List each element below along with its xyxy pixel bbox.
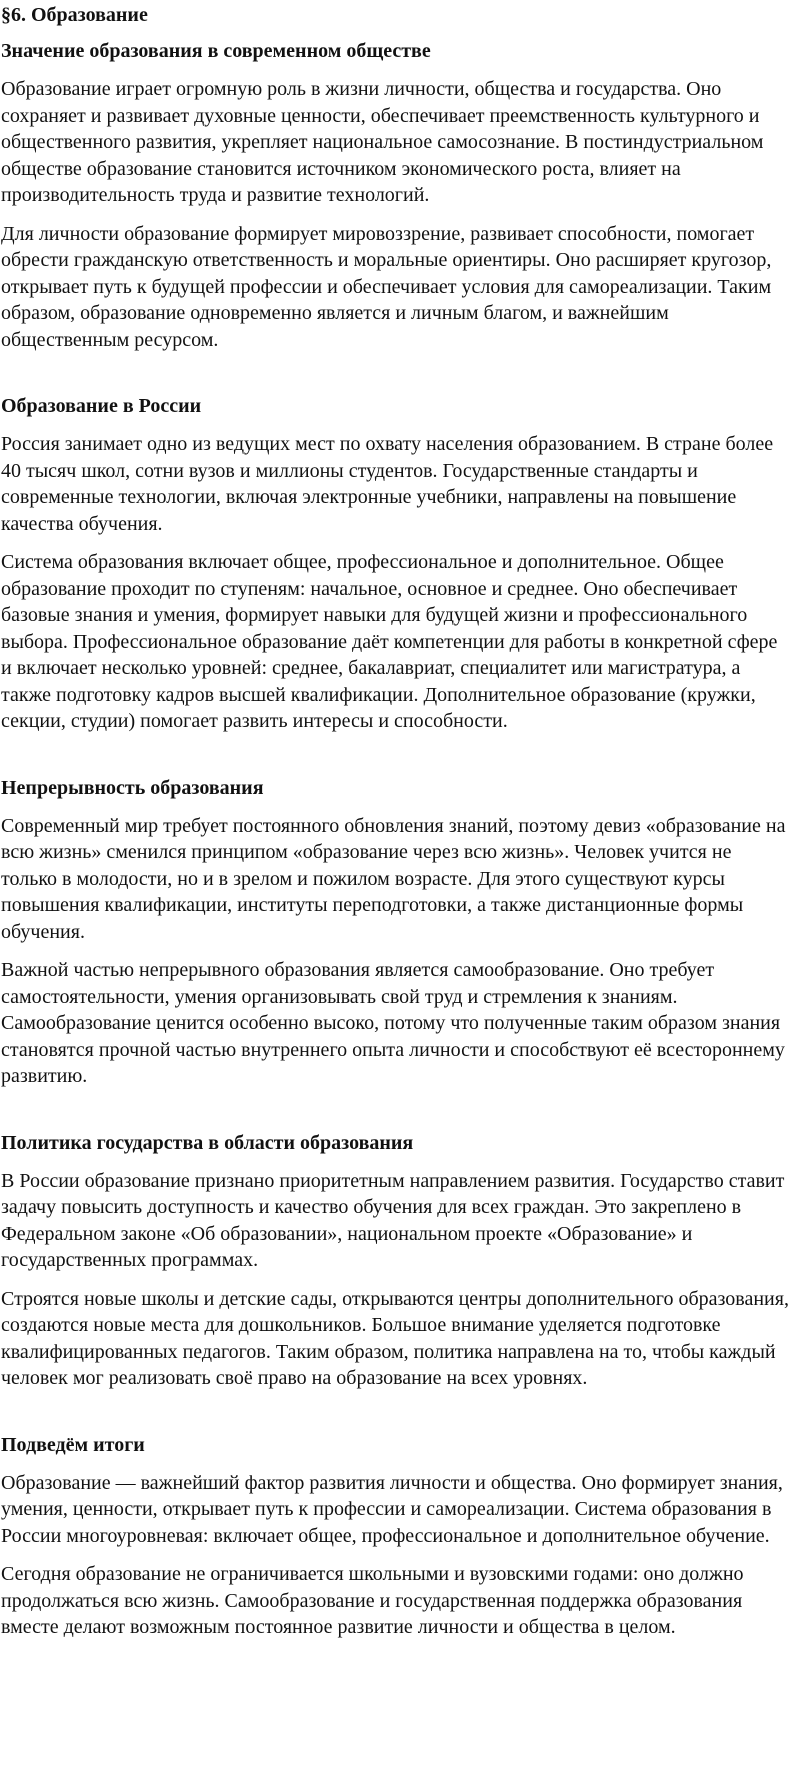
section-spacer: [1, 735, 792, 775]
section-heading: Подведём итоги: [1, 1433, 145, 1456]
section-spacer: [1, 353, 792, 393]
spacer: [1, 537, 792, 549]
document-title: §6. Образование: [1, 4, 148, 26]
section-summary: [1, 1432, 792, 1641]
section-spacer: [1, 1090, 792, 1130]
paragraph: Система образования включает общее, профессиональное и дополнительное. Общее образование проходит по ступеням: начальное, основное и среднее. Оно обеспечивает базовые знания и умения, формирует навыки для будущей жизни и профессионального выбора. Профессиональное образование даёт компетенции для работы в конкретной сфере и включает несколько уровней: среднее, бакалавриат, специалитет или магистратура, а также подготовку кадров высшей квалификации. Дополнительное образование (кружки, секции, студии) помогает развить интересы и способности.: [1, 551, 778, 732]
section-heading: Образование в России: [1, 395, 202, 417]
paragraph: Важной частью непрерывного образования является самообразование. Оно требует самостоятельности, умения организовывать свой труд и стремления к знаниям. Самообразование ценится особенно высоко, потому что полученные таким образом знания становятся прочной частью внутреннего опыта личности и способствуют её всестороннему развитию.: [1, 959, 785, 1087]
paragraph: Россия занимает одно из ведущих мест по охвату населения образованием. В стране более 40 тысяч школ, сотни вузов и миллионы студентов. Государственные стандарты и современные технологии, включая электронные учебники, направлены на повышение качества обучения.: [1, 433, 774, 535]
paragraph: Образование — важнейший фактор развития личности и общества. Оно формирует знания, умения, ценности, открывает путь к профессии и самореализации. Система образования в России многоуровневая: включает общее, профессиональное и дополнительное обучение.: [1, 1471, 783, 1547]
document-page: [0, 2, 800, 1781]
section-education-in-russia: [1, 393, 792, 735]
section-continuous-education: [1, 775, 792, 1090]
paragraph: Строятся новые школы и детские сады, открываются центры дополнительного образования, создаются новые места для дошкольников. Большое внимание уделяется подготовке квалифицированных педагогов. Таким образом, политика направлена на то, чтобы каждый человек мог реализовать своё право на образование на всех уровнях.: [1, 1287, 789, 1389]
section-state-policy: [1, 1130, 792, 1392]
section-heading: Непрерывность образования: [1, 776, 264, 799]
paragraph: В России образование признано приоритетным направлением развития. Государство ставит задачу повысить доступность и качество обучения для всех граждан. Это закреплено в Федеральном законе «Об образовании», национальном проекте «Образование» и государственных программах.: [1, 1169, 785, 1271]
paragraph: Для личности образование формирует мировоззрение, развивает способности, помогает обрести гражданскую ответственность и моральные ориентиры. Оно расширяет кругозор, открывает путь к будущей профессии и обеспечивает условия для самореализации. Таким образом, образование одновременно является и личным благом, и важнейшим общественным ресурсом.: [1, 222, 772, 351]
section-spacer: [1, 1392, 792, 1432]
spacer: [1, 209, 792, 221]
section-heading: Значение образования в современном обществе: [1, 40, 431, 62]
spacer: [1, 801, 792, 813]
spacer: [1, 64, 792, 76]
spacer: [1, 419, 792, 431]
spacer: [1, 1458, 792, 1470]
spacer: [1, 1549, 792, 1561]
paragraph: Образование играет огромную роль в жизни личности, общества и государства. Оно сохраняет и развивает духовные ценности, обеспечивает преемственность культурного и общественного развития, укрепляет национальное самосознание. В постиндустриальном обществе образование становится источником экономического роста, влияет на производительность труда и развитие технологий.: [1, 78, 764, 206]
paragraph: Сегодня образование не ограничивается школьными и вузовскими годами: оно должно продолжаться всю жизнь. Самообразование и государственная поддержка образования вместе делают возможным постоянное развитие личности и общества в целом.: [1, 1563, 744, 1638]
section-heading: Политика государства в области образования: [1, 1131, 414, 1154]
spacer: [1, 945, 792, 957]
spacer: [1, 28, 792, 38]
spacer: [1, 1156, 792, 1168]
section-role-of-education: [1, 38, 792, 353]
spacer: [1, 1274, 792, 1286]
paragraph: Современный мир требует постоянного обновления знаний, поэтому девиз «образование на всю жизнь» сменился принципом «образование через всю жизнь». Человек учится не только в молодости, но и в зрелом и пожилом возрасте. Для этого существуют курсы повышения квалификации, институты переподготовки, а также дистанционные формы обучения.: [1, 814, 786, 943]
